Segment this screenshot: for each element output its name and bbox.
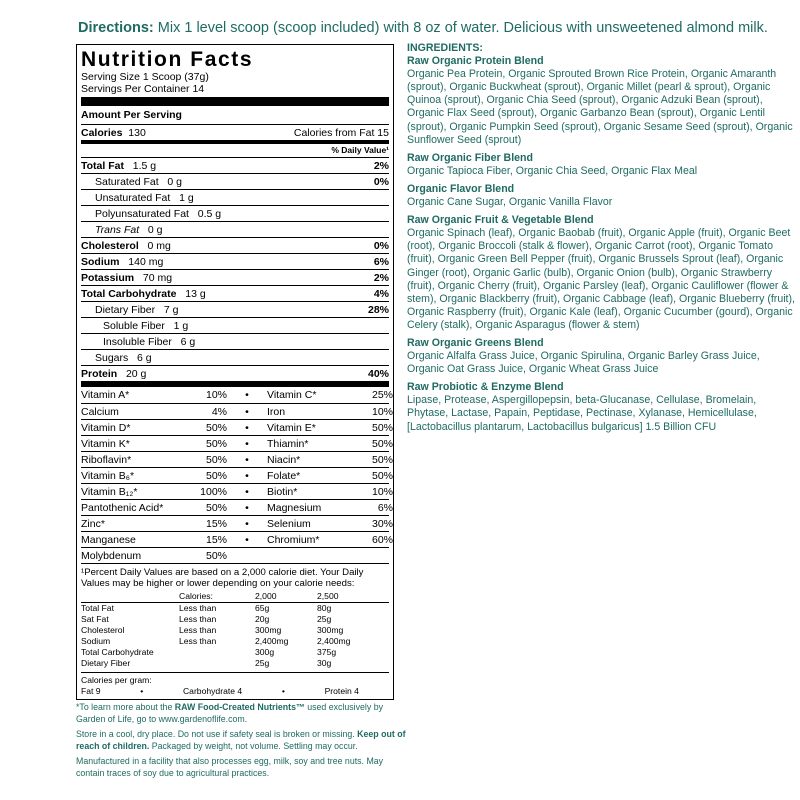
ingredient-section <box>407 183 799 209</box>
vitamin-row <box>81 515 393 531</box>
nutrient-row <box>81 365 389 381</box>
nutrient-dv: 28% <box>367 303 389 316</box>
nutrient-dv: 40% <box>367 367 389 380</box>
vitamin-a-pct: 50% <box>205 501 227 514</box>
dv-cell: Cholesterol <box>81 625 125 635</box>
nutrient-name: Soluble Fiber <box>103 319 165 332</box>
bullet: • <box>245 533 249 546</box>
vitamin-a-name: Manganese <box>81 533 136 546</box>
ingredient-body: Lipase, Protease, Aspergillopepsin, beta-Glucanase, Cellulase, Bromelain, Phytase, Lactase, Papain, Peptidase, Pectinase, Xylanase, Hemicellulase, [Lactobacillus plantarum, Lactobacillus bulgaricus] 1.5 Billion CFU <box>407 394 757 433</box>
vitamin-rows <box>81 387 393 563</box>
nutrient-name: Saturated Fat <box>95 175 159 188</box>
dv-cell: 25g <box>255 658 270 668</box>
nutrient-row <box>81 157 389 173</box>
ingredient-section <box>407 381 799 433</box>
nutrient-name: Cholesterol <box>81 239 139 252</box>
ingredients-title: INGREDIENTS: <box>407 42 483 54</box>
vitamin-b-name: Chromium* <box>267 533 320 546</box>
bullet: • <box>245 501 249 514</box>
vitamin-a-name: Zinc* <box>81 517 105 530</box>
dv-cell: 2,400mg <box>317 636 351 646</box>
vitamin-b-pct: 50% <box>371 453 393 466</box>
nutrient-amount: 70 mg <box>142 271 173 284</box>
nutrient-name: Unsaturated Fat <box>95 191 171 204</box>
dv-table-row <box>81 658 389 669</box>
vitamin-row <box>81 419 393 435</box>
nutrient-row <box>81 253 389 269</box>
nutrient-row <box>81 285 389 301</box>
vitamin-row <box>81 483 393 499</box>
nutrient-row <box>81 189 389 205</box>
dv-cell: 2,500 <box>317 591 339 601</box>
bullet: • <box>245 485 249 498</box>
bullet: • <box>245 437 249 450</box>
ingredient-body: Organic Spinach (leaf), Organic Baobab (fruit), Organic Apple (fruit), Organic Beet (root), Organic Broccoli (stalk & flower), Organic Carrot (root), Organic Tomato (fruit), Organic Green Bell Pepper (fruit), Organic Brussels Sprout (leaf), Organic Ginger (root), Organic Garlic (bulb), Organic Onion (bulb), Organic Strawberry (fruit), Organic Cherry (fruit), Organic Parsley (leaf), Organic Cauliflower (flower & stem), Organic Blackberry (fruit), Organic Cabbage (leaf), Organic Blueberry (fruit), Organic Raspberry (fruit), Organic Kale (leaf), Organic Cucumber (gourd), Organic Celery (stalk), Organic Asparagus (flower & stem) <box>407 227 795 331</box>
vitamin-b-pct: 50% <box>371 421 393 434</box>
thick-divider <box>81 97 389 106</box>
nutrient-dv: 2% <box>373 271 389 284</box>
nutrient-name: Dietary Fiber <box>95 303 156 316</box>
vitamin-a-pct: 50% <box>205 549 227 562</box>
ingredient-body: Organic Tapioca Fiber, Organic Chia Seed, Organic Flax Meal <box>407 164 698 177</box>
nutrient-name: Sugars <box>95 351 129 364</box>
nutrient-amount: 7 g <box>163 303 179 316</box>
ingredient-heading: Raw Organic Fruit & Vegetable Blend <box>407 214 594 227</box>
vitamin-a-name: Vitamin B₁₂* <box>81 485 138 498</box>
nutrient-row <box>81 317 389 333</box>
dv-table-row <box>81 591 389 602</box>
nutrient-name: Polyunsaturated Fat <box>95 207 189 220</box>
ingredient-heading: Raw Probiotic & Enzyme Blend <box>407 381 564 394</box>
dv-cell: Less than <box>179 614 217 624</box>
calories-row <box>81 124 389 140</box>
nutrient-name: Sodium <box>81 255 120 268</box>
note-storage: Store in a cool, dry place. Do not use if safety seal is broken or missing. Keep out of reach of children. Packaged by weight, not volume. Settling may occur. <box>76 729 406 751</box>
nutrient-amount: 1 g <box>173 319 189 332</box>
dv-table-row <box>81 603 389 614</box>
dv-cell: 300mg <box>255 625 282 635</box>
ingredient-section <box>407 152 799 178</box>
vitamin-row <box>81 403 393 419</box>
ingredient-section <box>407 55 799 147</box>
directions-label: Directions: <box>78 20 154 36</box>
nutrient-row <box>81 269 389 285</box>
dv-cell: 2,400mg <box>255 636 289 646</box>
vitamin-b-pct: 6% <box>377 501 393 514</box>
vitamin-a-pct: 50% <box>205 437 227 450</box>
vitamin-b-pct: 10% <box>371 485 393 498</box>
vitamin-b-pct: 10% <box>371 405 393 418</box>
nutrient-row <box>81 301 389 317</box>
vitamin-b-name: Biotin* <box>267 485 298 498</box>
nutrient-amount: 20 g <box>125 367 147 380</box>
vitamin-b-name: Vitamin C* <box>267 389 317 401</box>
vitamin-row <box>81 499 393 515</box>
cpg-fat: Fat 9 <box>81 686 101 696</box>
nutrient-row <box>81 349 389 365</box>
nutrient-amount: 1.5 g <box>132 159 157 172</box>
cpg-label: Calories per gram: <box>81 675 152 685</box>
vitamin-b-name: Selenium <box>267 517 311 530</box>
vitamin-b-name: Niacin* <box>267 453 301 466</box>
nutrient-dv: 0% <box>373 175 389 188</box>
nutrient-row <box>81 173 389 189</box>
nutrient-name: Trans Fat <box>95 223 140 236</box>
nutrient-row <box>81 237 389 253</box>
vitamin-a-name: Pantothenic Acid* <box>81 501 164 514</box>
nutrient-name: Protein <box>81 367 118 380</box>
vitamin-a-pct: 15% <box>205 517 227 530</box>
vitamin-a-name: Vitamin B₆* <box>81 469 135 482</box>
ingredient-body: Organic Cane Sugar, Organic Vanilla Flavor <box>407 196 613 209</box>
dv-table-row <box>81 625 389 636</box>
cpg-protein: Protein 4 <box>324 686 359 696</box>
vitamin-row <box>81 547 389 563</box>
vitamin-b-name: Magnesium <box>267 501 322 514</box>
dv-cell: Less than <box>179 636 217 646</box>
vitamin-row <box>81 531 393 547</box>
nutrient-amount: 0 mg <box>147 239 171 252</box>
dv-cell: 20g <box>255 614 270 624</box>
dv-cell: Dietary Fiber <box>81 658 131 668</box>
vitamin-b-pct: 30% <box>371 517 393 530</box>
dv-cell: 375g <box>317 647 337 657</box>
nutrient-dv: 2% <box>373 159 389 172</box>
ingredient-section <box>407 214 799 332</box>
directions-text: Mix 1 level scoop (scoop included) with 8 oz of water. Delicious with unsweetened almond milk. <box>153 20 768 36</box>
nutrition-facts-panel <box>76 44 394 700</box>
vitamin-b-name: Vitamin E* <box>267 421 316 434</box>
notes <box>76 702 406 783</box>
calories-value: 130 <box>128 126 146 139</box>
ingredient-body: Organic Alfalfa Grass Juice, Organic Spirulina, Organic Barley Grass Juice, Organic Oat Grass Juice, Organic Wheat Grass Juice <box>407 350 760 376</box>
ingredient-heading: Raw Organic Fiber Blend <box>407 151 533 164</box>
dv-cell <box>179 658 255 669</box>
cpg-sep: • <box>281 686 285 696</box>
nutrient-name: Insoluble Fiber <box>103 335 172 348</box>
vitamin-a-name: Calcium <box>81 405 119 418</box>
vitamin-a-pct: 50% <box>205 421 227 434</box>
bullet: • <box>245 453 249 466</box>
nutrient-amount: 0 g <box>147 223 163 236</box>
note-learn-more: *To learn more about the RAW Food-Created Nutrients™ used exclusively by Garden of Life, go to www.gardenoflife.com. <box>76 702 384 724</box>
nutrient-row <box>81 221 389 237</box>
dv-table <box>81 591 389 669</box>
calories-per-gram <box>81 672 389 697</box>
dv-cell: 80g <box>317 603 332 613</box>
note-allergen: Manufactured in a facility that also processes egg, milk, soy and tree nuts. May contain traces of soy due to agricultural practices. <box>76 756 384 778</box>
nutrient-dv: 6% <box>373 255 389 268</box>
vitamin-row <box>81 451 393 467</box>
vitamin-b-pct: 25% <box>371 389 393 401</box>
vitamin-b-pct: 50% <box>371 469 393 482</box>
vitamin-a-pct: 100% <box>200 485 227 498</box>
vitamin-a-name: Vitamin A* <box>81 389 130 401</box>
dv-cell: Sodium <box>81 636 111 646</box>
nutrient-amount: 13 g <box>185 287 206 300</box>
ingredient-heading: Raw Organic Greens Blend <box>407 336 544 349</box>
dv-cell: Sat Fat <box>81 614 109 624</box>
dv-cell <box>81 591 179 602</box>
nutrient-amount: 0 g <box>167 175 182 188</box>
dv-cell: 2,000 <box>255 591 277 601</box>
vitamin-b-pct: 50% <box>371 437 393 450</box>
vitamin-a-pct: 10% <box>205 389 227 401</box>
dv-cell: 30g <box>317 658 332 668</box>
bullet: • <box>245 421 249 434</box>
footnote: ¹Percent Daily Values are based on a 2,000 calorie diet. Your Daily Values may be higher or lower depending on your calorie needs: <box>81 567 364 589</box>
dv-cell: Less than <box>179 625 217 635</box>
bullet: • <box>245 517 249 530</box>
ingredient-heading: Organic Flavor Blend <box>407 182 515 195</box>
dv-cell: Calories: <box>179 591 213 601</box>
nutrient-amount: 6 g <box>137 351 152 364</box>
nutrient-rows <box>81 157 389 381</box>
dv-table-row <box>81 614 389 625</box>
dv-cell: Less than <box>179 603 217 613</box>
dv-cell: Total Fat <box>81 603 114 613</box>
vitamin-row <box>81 387 393 403</box>
vitamin-a-name: Molybdenum <box>81 549 142 562</box>
nutrient-amount: 140 mg <box>128 255 164 268</box>
nutrient-amount: 6 g <box>180 335 196 348</box>
vitamin-a-pct: 50% <box>205 469 227 482</box>
vitamin-a-name: Riboflavin* <box>81 453 132 466</box>
ingredient-heading: Raw Organic Protein Blend <box>407 55 544 68</box>
ingredients <box>407 42 799 434</box>
dv-cell: Total Carbohydrate <box>81 647 154 657</box>
vitamin-row <box>81 467 393 483</box>
ingredient-section <box>407 337 799 376</box>
bullet: • <box>245 469 249 482</box>
vitamin-a-name: Vitamin D* <box>81 421 131 434</box>
vitamin-b-pct: 60% <box>371 533 393 546</box>
nutrient-dv: 0% <box>373 239 389 252</box>
nutrient-amount: 0.5 g <box>197 207 222 220</box>
nutrient-row <box>81 333 389 349</box>
bullet: • <box>245 405 249 418</box>
dv-cell: 65g <box>255 603 270 613</box>
cpg-carb: Carbohydrate 4 <box>182 686 243 696</box>
nutrient-name: Total Carbohydrate <box>81 287 177 300</box>
vitamin-a-name: Vitamin K* <box>81 437 130 450</box>
nutrient-name: Potassium <box>81 271 135 284</box>
nutrient-amount: 1 g <box>179 191 194 204</box>
dv-cell: 300g <box>255 647 275 657</box>
dv-header: % Daily Value¹ <box>331 145 389 155</box>
servings-per-container: Servings Per Container 14 <box>81 83 205 95</box>
directions <box>78 20 768 36</box>
nutrient-dv: 4% <box>373 287 389 300</box>
vitamin-b-name: Thiamin* <box>267 437 309 450</box>
cpg-sep: • <box>140 686 144 696</box>
amount-per-serving: Amount Per Serving <box>81 109 182 121</box>
calories-from-fat: Calories from Fat 15 <box>293 126 389 139</box>
dv-cell: 25g <box>317 614 332 624</box>
nutrition-title: Nutrition Facts <box>81 48 254 71</box>
nutrient-name: Total Fat <box>81 159 124 172</box>
dv-table-row <box>81 636 389 647</box>
ingredient-body: Organic Pea Protein, Organic Sprouted Brown Rice Protein, Organic Amaranth (sprout), Organic Buckwheat (sprout), Organic Millet (pearl & sprout), Organic Quinoa (sprout), Organic Chia Seed (sprout), Organic Adzuki Bean (sprout), Organic Flax Seed (sprout), Organic Garbanzo Bean (sprout), Organic Lentil (sprout), Organic Pumpkin Seed (sprout), Organic Sesame Seed (sprout), Organic Sunflower Seed (sprout) <box>407 68 793 146</box>
dv-table-row <box>81 647 389 658</box>
dv-cell <box>179 647 255 658</box>
dv-cell: 300mg <box>317 625 344 635</box>
vitamin-a-pct: 50% <box>205 453 227 466</box>
calories-label: Calories <box>81 126 123 139</box>
vitamin-row <box>81 435 393 451</box>
vitamin-a-pct: 4% <box>211 405 227 418</box>
vitamin-b-name: Folate* <box>267 469 301 482</box>
vitamin-b-name: Iron <box>267 405 286 418</box>
vitamin-a-pct: 15% <box>205 533 227 546</box>
nutrient-row <box>81 205 389 221</box>
serving-size: Serving Size 1 Scoop (37g) <box>81 71 209 83</box>
bullet: • <box>245 389 249 401</box>
